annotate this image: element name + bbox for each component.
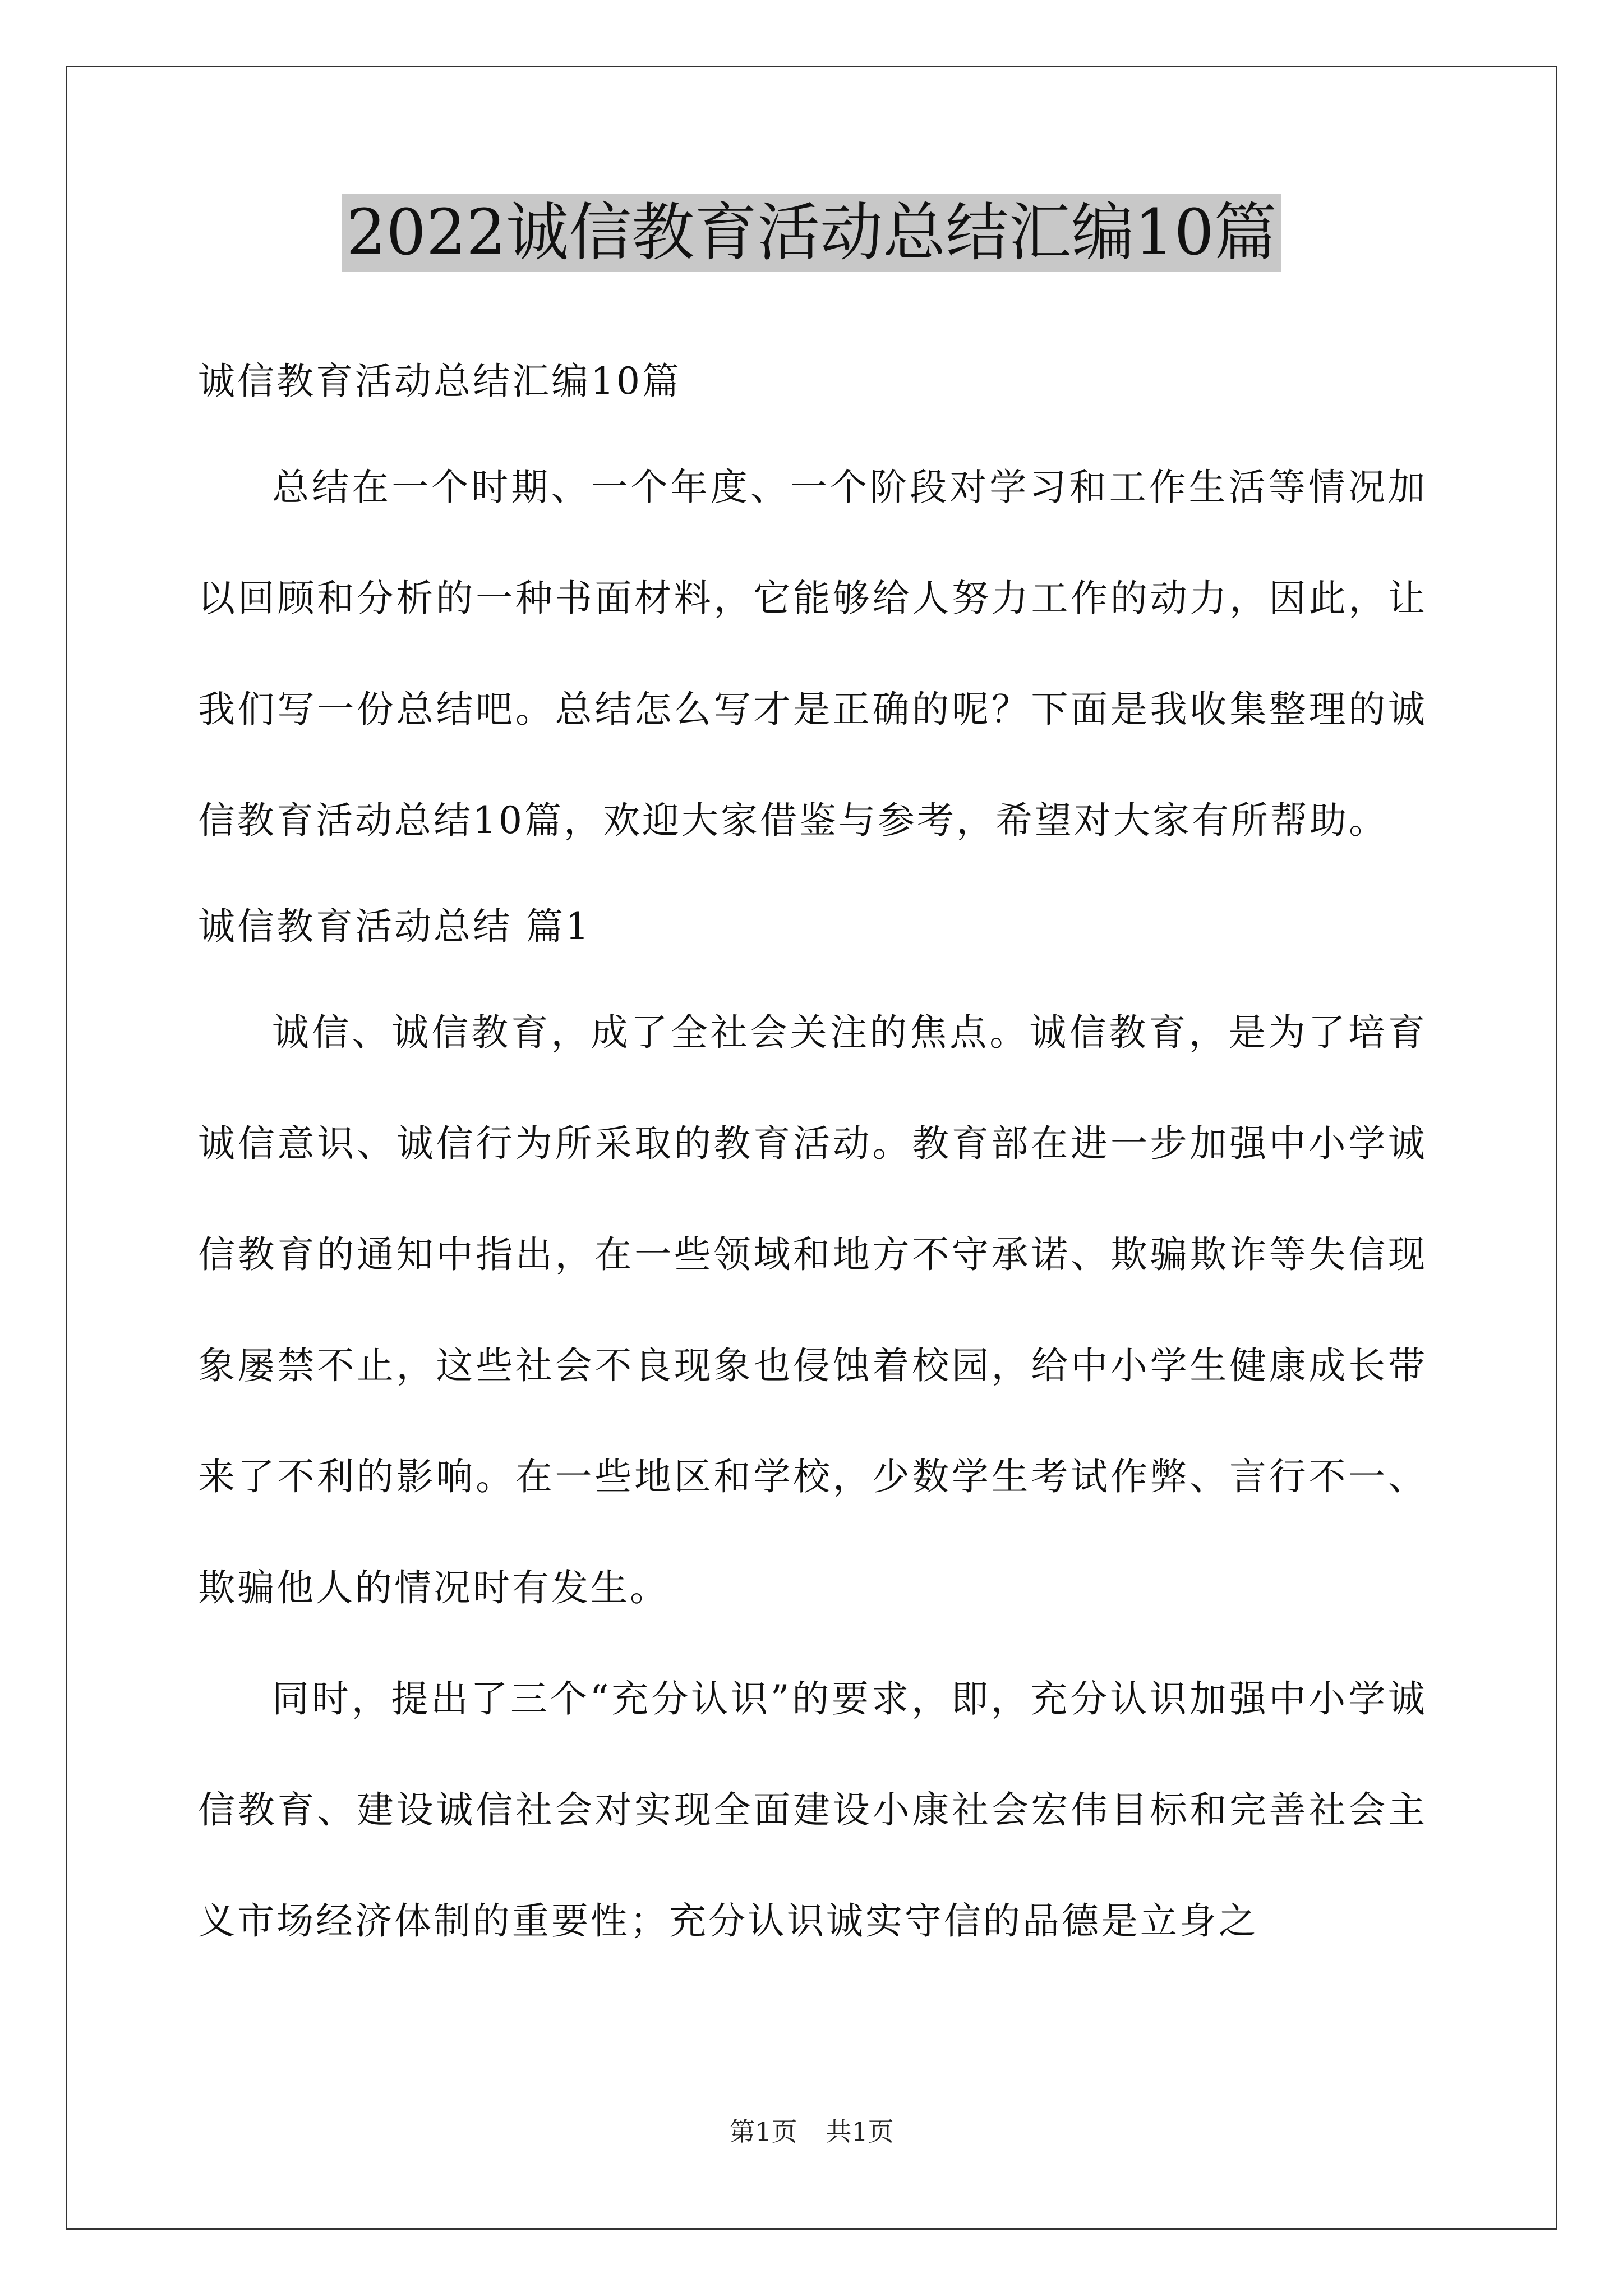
body-paragraph-2: 同时，提出了三个“充分认识”的要求，即，充分认识加强中小学诚信教育、建设诚信社会对实现全面建设小康社会宏伟目标和完善社会主义市场经济体制的重要性；充分认识诚实守信的品德是立身之 (198, 1677, 1427, 1943)
document-subtitle: 诚信教育活动总结汇编10篇 (198, 360, 681, 403)
document-title (0, 191, 1623, 275)
document-title-text: 2022诚信教育活动总结汇编10篇 (342, 194, 1281, 272)
intro-paragraph: 总结在一个时期、一个年度、一个阶段对学习和工作生活等情况加以回顾和分析的一种书面材料，它能够给人努力工作的动力，因此，让我们写一份总结吧。总结怎么写才是正确的呢？下面是我收集整理的诚信教育活动总结10篇，欢迎大家借鉴与参考，希望对大家有所帮助。 (198, 466, 1427, 842)
document-body (198, 331, 1427, 1977)
section-heading: 诚信教育活动总结 篇1 (198, 905, 591, 948)
page-footer (0, 2115, 1623, 2148)
page-number: 第1页 (729, 2116, 797, 2147)
page-total: 共1页 (826, 2116, 894, 2147)
body-paragraph-1: 诚信、诚信教育，成了全社会关注的焦点。诚信教育，是为了培育诚信意识、诚信行为所采取的教育活动。教育部在进一步加强中小学诚信教育的通知中指出，在一些领域和地方不守承诺、欺骗欺诈等失信现象屡禁不止，这些社会不良现象也侵蚀着校园，给中小学生健康成长带来了不利的影响。在一些地区和学校，少数学生考试作弊、言行不一、欺骗他人的情况时有发生。 (198, 1011, 1427, 1609)
